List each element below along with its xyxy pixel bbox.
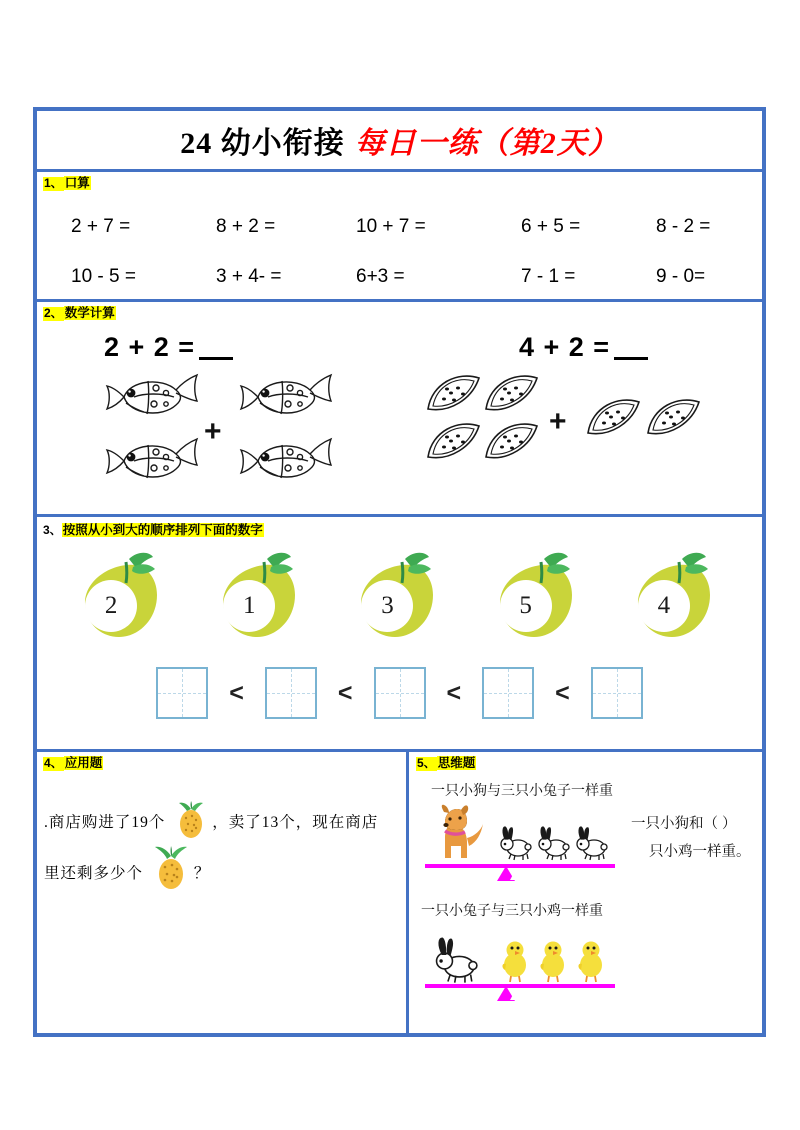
pear-number: 3 <box>361 580 413 632</box>
answer-grid-box[interactable] <box>591 667 643 719</box>
pear-item <box>630 547 722 643</box>
logic-question-line2: 只小鸡一样重。 <box>649 844 751 860</box>
logic-statement-2: 一只小兔子与三只小鸡一样重 <box>421 902 603 918</box>
section1-label: 口算 <box>64 176 90 190</box>
pear-item <box>492 547 584 643</box>
balance-fulcrum <box>497 866 515 881</box>
section1-number: 1、 <box>44 176 63 190</box>
arithmetic-item: 10 - 5 = <box>71 266 136 287</box>
arithmetic-item: 9 - 0= <box>656 266 706 287</box>
answer-boxes-row <box>36 667 763 719</box>
fish-icon <box>238 435 333 487</box>
arithmetic-item: 6 + 5 = <box>521 216 581 237</box>
watermelon-slice-icon <box>584 395 644 439</box>
word-problem-part3: 里还剩多少个 <box>44 865 144 882</box>
less-than-sign: < <box>555 678 570 707</box>
page-title <box>180 118 619 162</box>
balance-beam <box>425 984 615 988</box>
section3-number: 3、 <box>43 523 62 537</box>
section-oral-arithmetic <box>36 172 763 302</box>
worksheet-frame <box>33 107 766 1037</box>
section2-heading <box>43 306 116 321</box>
pear-item <box>215 547 307 643</box>
chick-icon <box>537 938 569 984</box>
arithmetic-item: 10 + 7 = <box>356 216 426 237</box>
section5-label: 思维题 <box>437 756 476 770</box>
balance-fulcrum <box>497 986 515 1001</box>
rabbit-icon <box>499 824 533 862</box>
section4-label: 应用题 <box>64 756 103 770</box>
word-problem-text <box>44 800 396 897</box>
section3-heading <box>43 521 264 538</box>
fish-icon <box>104 371 199 423</box>
picture-problem-watermelon <box>416 332 716 491</box>
pear-number: 5 <box>500 580 552 632</box>
section4-heading <box>43 756 103 771</box>
word-problem-part2: ，卖了13个，现在商店 <box>212 814 379 831</box>
logic-question <box>631 810 781 866</box>
watermelon-group-container <box>416 371 716 491</box>
arithmetic-item: 8 + 2 = <box>216 216 276 237</box>
answer-grid-box[interactable] <box>374 667 426 719</box>
balance-scale-dog-rabbits <box>425 802 615 892</box>
fish-icon <box>238 371 333 423</box>
answer-grid-box[interactable] <box>156 667 208 719</box>
pear-item <box>353 547 445 643</box>
logic-question-line1: 一只小狗和（ ） <box>631 816 737 832</box>
watermelon-equation: 4 + 2 = <box>519 332 716 363</box>
watermelon-slice-icon <box>424 371 484 415</box>
section4-number: 4、 <box>44 756 63 770</box>
watermelon-slice-icon <box>644 395 704 439</box>
section1-heading <box>43 176 91 191</box>
title-red-part: 每日一练（第2天） <box>354 126 619 160</box>
pineapple-icon <box>152 846 190 890</box>
less-than-sign: < <box>446 678 462 707</box>
balance-beam <box>425 864 615 868</box>
word-problem-part1: .商店购进了19个 <box>44 814 166 831</box>
answer-grid-box[interactable] <box>265 667 317 719</box>
rabbit-icon <box>575 824 609 862</box>
section5-number: 5、 <box>417 756 436 770</box>
section2-label: 数学计算 <box>64 306 115 320</box>
plus-operator: + <box>204 415 222 448</box>
balance-scale-rabbit-chicks <box>425 922 615 1012</box>
fish-group-container <box>104 369 334 494</box>
section2-number: 2、 <box>44 306 63 320</box>
watermelon-slice-icon <box>424 419 484 463</box>
less-than-sign: < <box>229 678 244 707</box>
pear-number: 1 <box>223 580 275 632</box>
word-problem-part4: ？ <box>193 865 211 882</box>
plus-operator: + <box>549 405 567 438</box>
section-order-numbers <box>36 517 763 752</box>
pear-item <box>77 547 169 643</box>
arithmetic-item: 2 + 7 = <box>71 216 131 237</box>
fish-equation: 2 + 2 = <box>104 332 334 363</box>
section5-heading <box>416 756 476 771</box>
logic-statement-1: 一只小狗与三只小兔子一样重 <box>431 782 613 798</box>
section-word-problem <box>36 752 409 1034</box>
answer-blank[interactable] <box>614 357 648 360</box>
pear-number: 2 <box>85 580 137 632</box>
less-than-sign: < <box>337 678 353 707</box>
section-bottom-row <box>36 752 763 1034</box>
pineapple-icon <box>174 801 208 839</box>
picture-problem-fish <box>104 332 334 494</box>
section3-label: 按照从小到大的顺序排列下面的数字 <box>62 523 263 537</box>
title-black-part: 24 幼小衔接 <box>180 126 345 160</box>
arithmetic-item: 6+3 = <box>356 266 405 287</box>
chick-icon <box>499 938 531 984</box>
arithmetic-item: 8 - 2 = <box>656 216 711 237</box>
answer-grid-box[interactable] <box>482 667 534 719</box>
section-picture-math <box>36 302 763 517</box>
pear-row <box>36 547 763 643</box>
fish-icon <box>104 435 199 487</box>
arithmetic-item: 3 + 4- = <box>216 266 282 287</box>
dog-icon <box>431 804 485 862</box>
answer-blank[interactable] <box>199 357 233 360</box>
pear-number: 4 <box>638 580 690 632</box>
section-logic-problem <box>409 752 763 1034</box>
watermelon-slice-icon <box>482 371 542 415</box>
worksheet-title-band <box>36 110 763 172</box>
watermelon-slice-icon <box>482 419 542 463</box>
rabbit-icon <box>433 936 481 986</box>
rabbit-icon <box>537 824 571 862</box>
chick-icon <box>575 938 607 984</box>
arithmetic-item: 7 - 1 = <box>521 266 576 287</box>
